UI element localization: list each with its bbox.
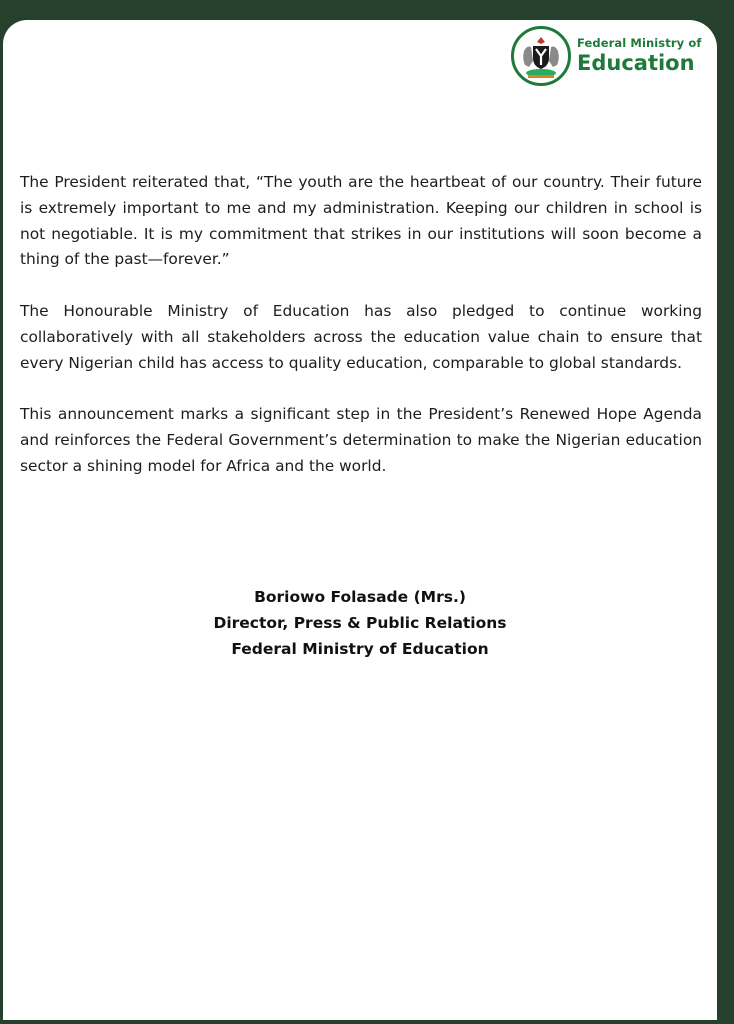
signatory-name: Boriowo Folasade (Mrs.) — [254, 588, 466, 606]
coat-of-arms-icon — [511, 26, 571, 86]
signatory-organization: Federal Ministry of Education — [231, 639, 489, 658]
press-release-page — [3, 20, 717, 1020]
paragraph-president-quote: The President reiterated that, “The youth are the heartbeat of our country. Their future is extremely important to me and my administration. Keeping our children in school is not negotiable. It is my commitment that strikes in our institutions will soon become a thing of the past—forever.” — [20, 173, 702, 269]
ministry-logo — [511, 26, 701, 86]
logo-line-2: Education — [577, 50, 695, 75]
paragraph-ministry-pledge: The Honourable Ministry of Education has also pledged to continue working collaboratively with all stakeholders across the education value chain to ensure that every Nigerian child has access to quality education, comparable to global standards. — [20, 301, 702, 372]
signature-block — [3, 585, 717, 662]
paragraph-announcement: This announcement marks a significant step in the President’s Renewed Hope Agenda and reinforces the Federal Government’s determination to make the Nigerian education sector a shining model for Africa and the world. — [20, 405, 702, 475]
logo-line-1: Federal Ministry of — [577, 36, 702, 51]
press-release-body — [20, 170, 702, 505]
signatory-title: Director, Press & Public Relations — [213, 613, 507, 632]
